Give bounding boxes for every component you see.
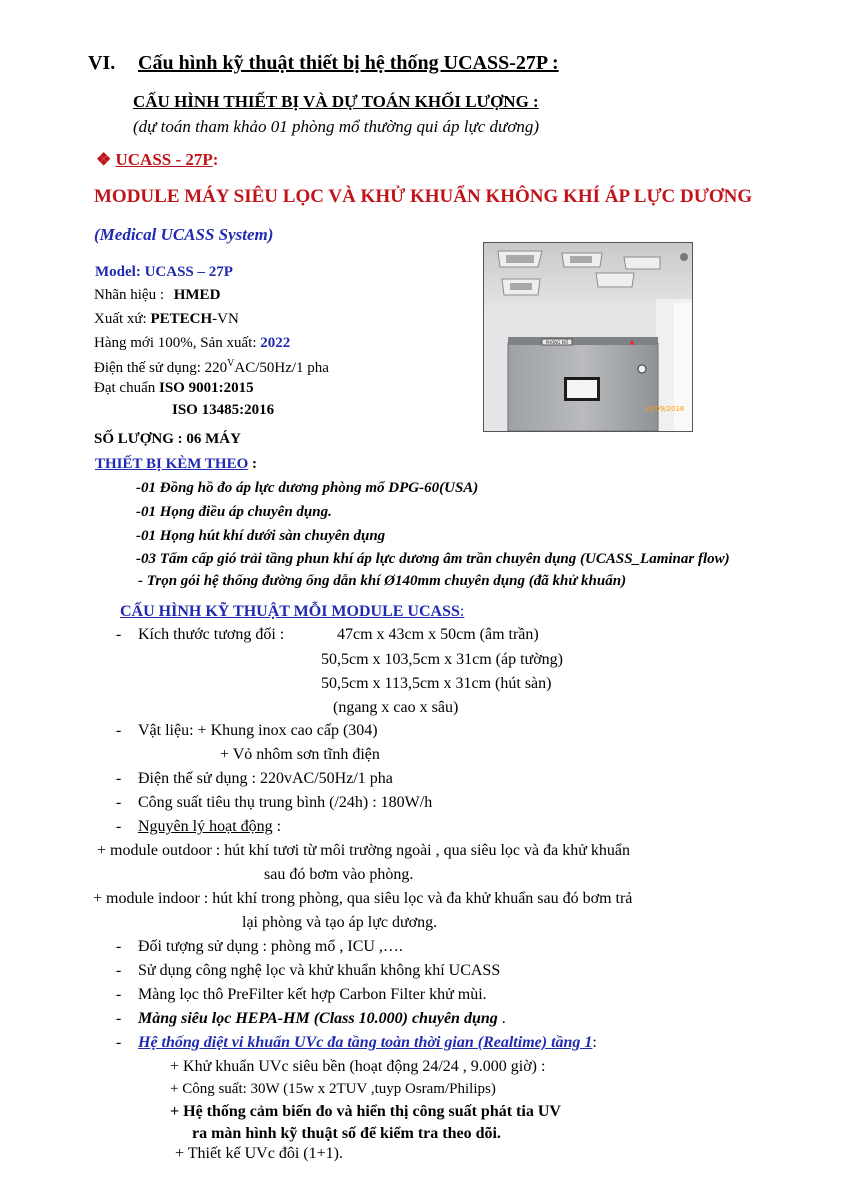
indoor-description: + module indoor : hút khí trong phòng, qua siêu lọc và đa khử khuẩn sau đó bơm trả bbox=[93, 890, 633, 907]
operating-room-illustration bbox=[484, 243, 692, 431]
voltage-superscript: V bbox=[227, 358, 235, 369]
production-year: 2022 bbox=[260, 335, 291, 351]
model-line: Model: UCASS – 27P bbox=[95, 264, 233, 280]
config-users: Đối tượng sử dụng : phòng mổ , ICU ,…. bbox=[138, 938, 403, 955]
principle-colon: : bbox=[272, 818, 282, 835]
config-title-line bbox=[120, 603, 464, 621]
outdoor-description-cont: sau đó bơm vào phòng. bbox=[264, 866, 414, 883]
uv-title-line bbox=[138, 1034, 597, 1052]
quantity-line: SỐ LƯỢNG : 06 MÁY bbox=[94, 431, 241, 447]
subheading: CẤU HÌNH THIẾT BỊ VÀ DỰ TOÁN KHỐI LƯỢNG : bbox=[133, 92, 539, 111]
principle-label: Nguyên lý hoạt động bbox=[138, 818, 273, 835]
uv-sensor-cont: ra màn hình kỹ thuật số để kiểm tra theo dõi. bbox=[192, 1125, 501, 1142]
uv-durability: + Khử khuẩn UVc siêu bền (hoạt động 24/24 , 9.000 giờ) : bbox=[170, 1058, 546, 1075]
voltage-suffix: AC/50Hz/1 pha bbox=[234, 360, 329, 376]
list-dash: - bbox=[116, 626, 122, 643]
accessories-colon: : bbox=[252, 456, 257, 472]
estimate-note: (dự toán tham khảo 01 phòng mổ thường qui áp lực dương) bbox=[133, 117, 540, 136]
list-dash: - bbox=[116, 794, 122, 811]
brand-label: Nhãn hiệu : bbox=[94, 287, 164, 303]
indoor-description-cont: lại phòng và tạo áp lực dương. bbox=[242, 914, 438, 931]
config-title: CẤU HÌNH KỸ THUẬT MỖI MODULE UCASS bbox=[120, 603, 460, 620]
origin-line bbox=[94, 311, 239, 328]
origin-label: Xuất xứ: bbox=[94, 311, 147, 327]
principle-line bbox=[138, 818, 281, 836]
list-dash: - bbox=[116, 770, 122, 787]
config-hepa: Màng siêu lọc HEPA-HM (Class 10.000) chuyên dụng bbox=[138, 1010, 498, 1027]
material-frame: Vật liệu: + Khung inox cao cấp (304) bbox=[138, 722, 378, 739]
product-line bbox=[96, 150, 218, 170]
size-label: Kích thước tương đối : bbox=[138, 626, 285, 643]
condition-label: Hàng mới 100%, Sản xuất: bbox=[94, 335, 257, 351]
iso-13485: ISO 13485:2016 bbox=[172, 402, 275, 418]
config-voltage: Điện thế sử dụng : 220vAC/50Hz/1 pha bbox=[138, 770, 393, 787]
material-shell: + Vỏ nhôm sơn tĩnh điện bbox=[220, 746, 380, 763]
config-prefilter: Màng lọc thô PreFilter kết hợp Carbon Filter khử mùi. bbox=[138, 986, 487, 1003]
section-number: VI. bbox=[88, 52, 116, 74]
uv-dual-design: + Thiết kế UVc đôi (1+1). bbox=[175, 1145, 343, 1162]
brand-value: HMED bbox=[173, 287, 221, 303]
size-wall: 50,5cm x 103,5cm x 31cm (áp tường) bbox=[321, 651, 563, 668]
voltage-line bbox=[94, 358, 329, 377]
module-title: MODULE MÁY SIÊU LỌC VÀ KHỬ KHUẨN KHÔNG KHÍ ÁP LỰC DƯƠNG bbox=[94, 186, 753, 207]
accessory-item: - Trọn gói hệ thống đường ống dẫn khí Ø140mm chuyên dụng (đã khử khuẩn) bbox=[138, 573, 627, 589]
uv-system-title: Hệ thống diệt vi khuẩn UVc đa tầng toàn thời gian (Realtime) tầng 1 bbox=[138, 1034, 593, 1051]
accessory-item: -01 Họng điều áp chuyên dụng. bbox=[136, 504, 332, 520]
uv-sensor: + Hệ thống cảm biến đo và hiển thị công suất phát tia UV bbox=[170, 1103, 561, 1120]
list-dash: - bbox=[116, 722, 122, 739]
list-dash: - bbox=[116, 986, 122, 1003]
accessories-title-line bbox=[95, 456, 257, 473]
size-ceiling: 47cm x 43cm x 50cm (âm trần) bbox=[337, 626, 539, 643]
door-sign-text: PHÒNG MỔ bbox=[545, 340, 569, 345]
product-name: UCASS - 27P bbox=[115, 150, 213, 169]
uv-title-colon: : bbox=[592, 1034, 597, 1051]
list-dash: - bbox=[116, 1034, 122, 1051]
standard-line bbox=[94, 380, 254, 397]
diamond-bullet-icon: ❖ bbox=[96, 150, 112, 169]
iso-9001: ISO 9001:2015 bbox=[158, 380, 254, 396]
list-dash: - bbox=[116, 962, 122, 979]
size-note: (ngang x cao x sâu) bbox=[333, 699, 459, 716]
accessory-item: -03 Tấm cấp gió trải tầng phun khí áp lực dương âm trần chuyên dụng (UCASS_Laminar flow) bbox=[136, 551, 730, 567]
list-dash: - bbox=[116, 818, 122, 835]
condition-line bbox=[94, 335, 290, 352]
config-colon: : bbox=[459, 603, 465, 620]
hepa-line bbox=[138, 1010, 506, 1028]
origin-value: PETECH bbox=[150, 311, 213, 327]
photo-date-stamp: 13/09/2018 bbox=[644, 405, 685, 413]
system-name: (Medical UCASS System) bbox=[94, 225, 274, 244]
outdoor-description: + module outdoor : hút khí tươi từ môi trường ngoài , qua siêu lọc và đa khử khuẩn bbox=[97, 842, 631, 859]
accessories-title: THIẾT BỊ KÈM THEO bbox=[95, 456, 249, 472]
voltage-prefix: Điện thế sử dụng: 220 bbox=[94, 360, 228, 376]
accessory-item: -01 Đồng hồ đo áp lực dương phòng mổ DPG-60(USA) bbox=[136, 480, 479, 496]
list-dash: - bbox=[116, 1010, 122, 1027]
hepa-dot: . bbox=[497, 1010, 506, 1027]
size-floor: 50,5cm x 113,5cm x 31cm (hút sàn) bbox=[321, 675, 552, 692]
config-power: Công suất tiêu thụ trung bình (/24h) : 180W/h bbox=[138, 794, 433, 811]
operating-room-photo bbox=[483, 242, 693, 432]
brand-line bbox=[94, 287, 220, 304]
list-dash: - bbox=[116, 938, 122, 955]
origin-suffix: -VN bbox=[212, 311, 239, 327]
accessory-item: -01 Họng hút khí dưới sàn chuyên dụng bbox=[136, 528, 386, 544]
config-technology: Sử dụng công nghệ lọc và khử khuẩn không khí UCASS bbox=[138, 962, 501, 979]
standard-label: Đạt chuẩn bbox=[94, 380, 156, 396]
product-colon: : bbox=[212, 150, 219, 169]
uv-power: + Công suất: 30W (15w x 2TUV ,tuyp Osram/Philips) bbox=[170, 1081, 496, 1097]
section-title: Cấu hình kỹ thuật thiết bị hệ thống UCASS-27P : bbox=[138, 52, 559, 74]
